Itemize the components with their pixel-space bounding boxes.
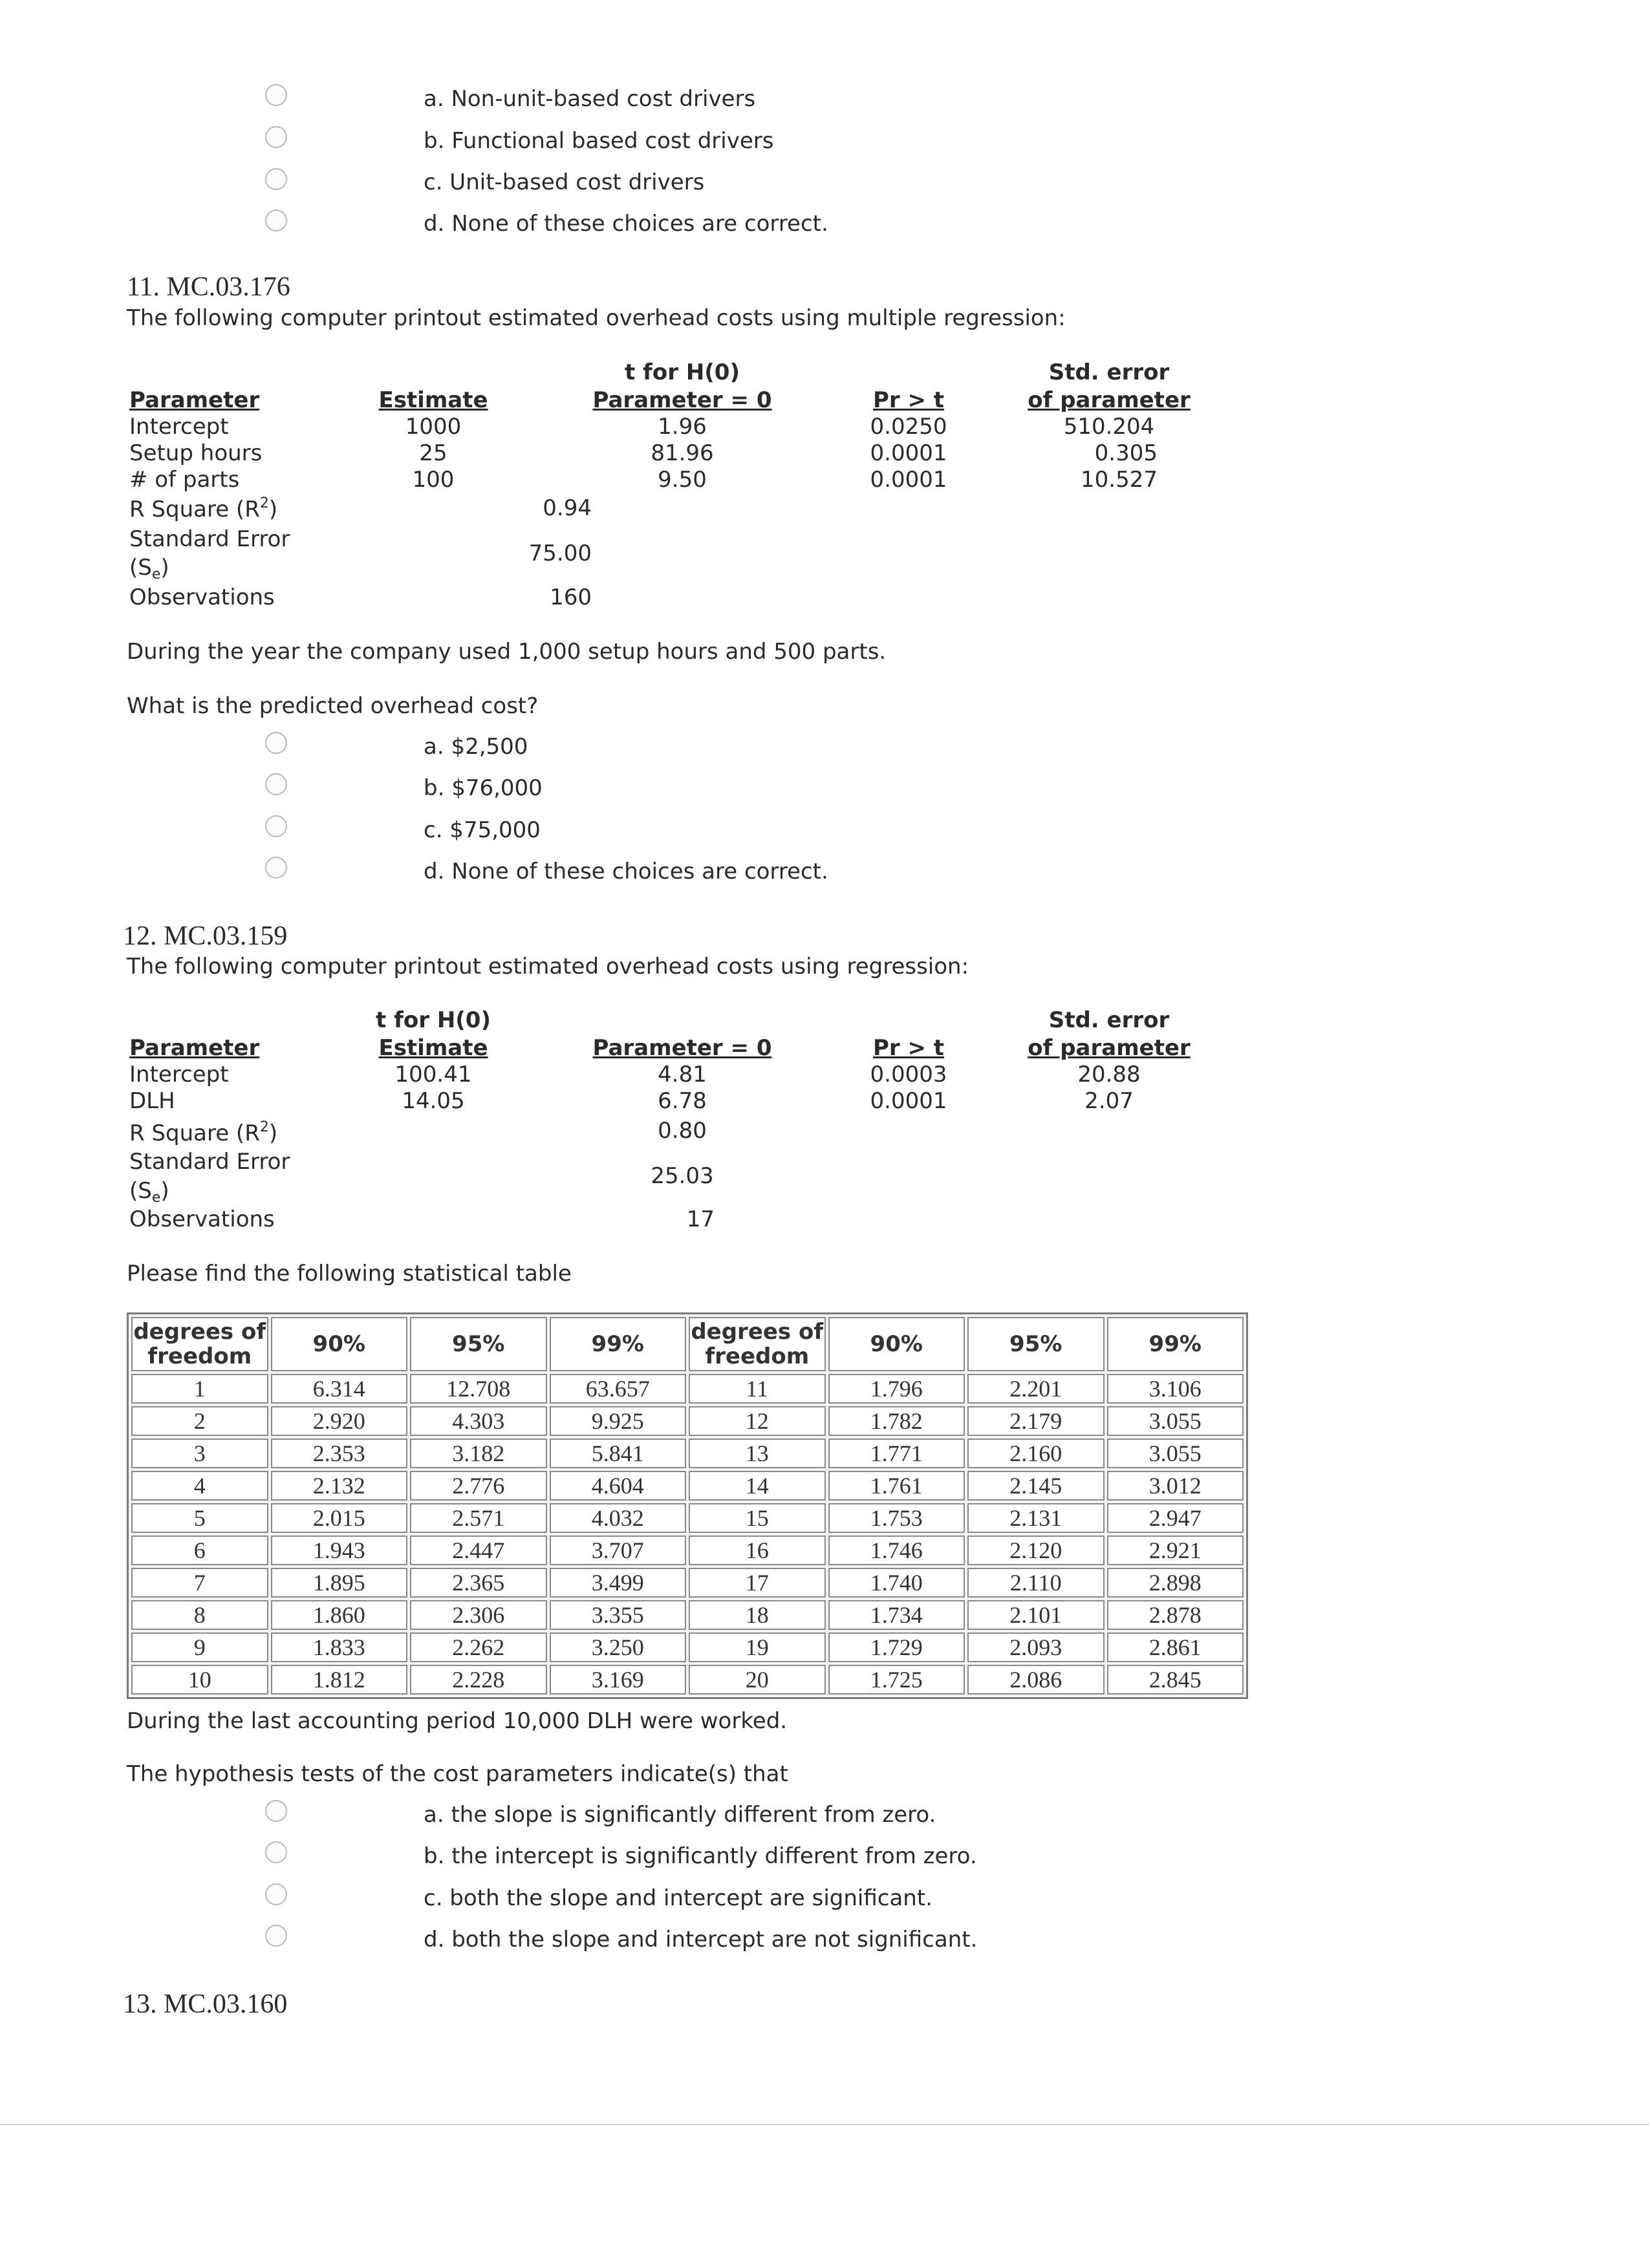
- q11-header-estimate: Estimate: [378, 387, 488, 413]
- q10-option-b-radio[interactable]: [265, 126, 287, 148]
- stat-table-cell: 2.571: [410, 1503, 547, 1533]
- q10-option-d-label: d. None of these choices are correct.: [424, 211, 828, 237]
- stat-table-cell: 4.032: [550, 1503, 687, 1533]
- stat-table-cell: 6: [131, 1535, 268, 1565]
- q12-option-b-radio[interactable]: [265, 1841, 287, 1863]
- q11-row-parts-estimate: 100: [412, 467, 455, 493]
- q11-question: What is the predicted overhead cost?: [127, 693, 539, 719]
- q12-row-intercept-std: 20.88: [1077, 1062, 1141, 1087]
- q11-obs-value: 160: [550, 584, 592, 610]
- q11-number: 11. MC.03.176: [127, 272, 290, 302]
- stat-table-row: [131, 1665, 1244, 1695]
- stat-table-cell: 3.355: [550, 1600, 687, 1630]
- q12-row-dlh-pr: 0.0001: [870, 1088, 947, 1114]
- stat-table-cell: 6.314: [271, 1374, 408, 1404]
- stat-table-cell: 13: [689, 1439, 826, 1468]
- stat-table-cell: 17: [689, 1568, 826, 1598]
- stat-header-90-2: 90%: [828, 1317, 965, 1371]
- q12-header-std-2: of parameter: [1028, 1035, 1191, 1061]
- q12-option-d-label: d. both the slope and intercept are not significant.: [424, 1927, 978, 1952]
- stat-table-cell: 1.729: [828, 1632, 965, 1662]
- q12-row-intercept-name: Intercept: [129, 1062, 229, 1087]
- stat-table-cell: 2.015: [271, 1503, 408, 1533]
- stat-table-cell: 3.707: [550, 1535, 687, 1565]
- stat-table-cell: 2.120: [967, 1535, 1105, 1565]
- q12-header-tfor: t for H(0): [375, 1007, 491, 1033]
- q11-header-pr: Pr > t: [872, 387, 945, 413]
- stat-table-cell: 2.228: [410, 1665, 547, 1695]
- q12-header-param0: Parameter = 0: [592, 1035, 772, 1061]
- q12-se-label-1: Standard Error: [129, 1149, 290, 1175]
- stat-table-cell: 1: [131, 1374, 268, 1404]
- stat-table-cell: 3.106: [1107, 1374, 1244, 1404]
- q11-row-intercept-estimate: 1000: [405, 414, 462, 440]
- q12-option-d-radio[interactable]: [265, 1925, 287, 1947]
- stat-table-cell: 19: [689, 1632, 826, 1662]
- q11-row-setup-t: 81.96: [651, 440, 714, 466]
- stat-table-cell: 2.447: [410, 1535, 547, 1565]
- q10-option-d-radio[interactable]: [265, 209, 287, 231]
- q12-question: The hypothesis tests of the cost parameters indicate(s) that: [127, 1761, 788, 1787]
- stat-table-cell: 1.753: [828, 1503, 965, 1533]
- stat-table-cell: 7: [131, 1568, 268, 1598]
- stat-table-cell: 1.895: [271, 1568, 408, 1598]
- stat-table-cell: 2.262: [410, 1632, 547, 1662]
- q12-se-label-2: $(S_e)$: [129, 1178, 169, 1206]
- q12-se-value: 25.03: [651, 1163, 714, 1189]
- stat-table-cell: 1.796: [828, 1374, 965, 1404]
- q11-header-tfor-2: Parameter = 0: [592, 387, 772, 413]
- q11-rsq-label: R Square $(R^2)$: [129, 495, 278, 522]
- stat-table-cell: 2.131: [967, 1503, 1105, 1533]
- q11-row-setup-std: 0.305: [1094, 440, 1158, 466]
- stat-table-cell: 2.093: [967, 1632, 1105, 1662]
- stat-table-row: [131, 1406, 1244, 1436]
- stat-table-cell: 3.499: [550, 1568, 687, 1598]
- q12-header-estimate: Estimate: [378, 1035, 488, 1061]
- stat-table-cell: 1.746: [828, 1535, 965, 1565]
- stat-header-95-2: 95%: [967, 1317, 1105, 1371]
- q13-number: 13. MC.03.160: [123, 1989, 288, 2019]
- q11-se-label-1: Standard Error: [129, 526, 290, 552]
- stat-table-cell: 10: [131, 1665, 268, 1695]
- stat-table-cell: 2.861: [1107, 1632, 1244, 1662]
- q12-option-c-radio[interactable]: [265, 1883, 287, 1905]
- page-bottom-divider: [0, 2124, 1649, 2125]
- stat-table-cell: 63.657: [550, 1374, 687, 1404]
- q10-option-b-label: b. Functional based cost drivers: [424, 128, 774, 154]
- q10-option-c-label: c. Unit-based cost drivers: [424, 169, 705, 195]
- q12-number: 12. MC.03.159: [123, 921, 288, 951]
- stat-table-cell: 1.761: [828, 1471, 965, 1501]
- stat-table-cell: 18: [689, 1600, 826, 1630]
- stat-header-99-2: 99%: [1107, 1317, 1244, 1371]
- stat-table-cell: 1.943: [271, 1535, 408, 1565]
- q12-obs-value: 17: [686, 1206, 715, 1232]
- stat-table-row: [131, 1374, 1244, 1404]
- q11-header-tfor-1: t for H(0): [624, 359, 740, 385]
- q11-option-c-radio[interactable]: [265, 815, 287, 837]
- q11-se-value: 75.00: [528, 540, 592, 566]
- q11-row-parts-pr: 0.0001: [870, 467, 947, 493]
- q11-header-std-1: Std. error: [1048, 359, 1170, 385]
- stat-table-cell: 3.055: [1107, 1406, 1244, 1436]
- stat-table-cell: 5: [131, 1503, 268, 1533]
- stat-table-cell: 1.725: [828, 1665, 965, 1695]
- q11-option-c-label: c. $75,000: [424, 817, 541, 843]
- q12-rsq-label: R Square $(R^2)$: [129, 1119, 278, 1146]
- q11-row-intercept-name: Intercept: [129, 414, 229, 440]
- stat-header-df-2: degrees of freedom: [689, 1317, 826, 1371]
- q11-row-intercept-t: 1.96: [658, 414, 707, 440]
- stat-table-cell: 2.845: [1107, 1665, 1244, 1695]
- stat-table-cell: 2.110: [967, 1568, 1105, 1598]
- stat-table-cell: 2.145: [967, 1471, 1105, 1501]
- q11-option-a-label: a. $2,500: [424, 734, 528, 760]
- q10-option-c-radio[interactable]: [265, 168, 287, 190]
- q12-row-dlh-estimate: 14.05: [402, 1088, 465, 1114]
- stat-table-row: [131, 1503, 1244, 1533]
- q11-rsq-value: 0.94: [543, 495, 592, 521]
- stat-table-cell: 1.812: [271, 1665, 408, 1695]
- stat-header-df-1: degrees of freedom: [131, 1317, 268, 1371]
- stat-header-99-1: 99%: [550, 1317, 687, 1371]
- q12-row-dlh-t: 6.78: [658, 1088, 707, 1114]
- stat-table-cell: 12: [689, 1406, 826, 1436]
- stat-table-cell: 1.740: [828, 1568, 965, 1598]
- q11-row-intercept-pr: 0.0250: [870, 414, 947, 440]
- q12-row-dlh-std: 2.07: [1084, 1088, 1134, 1114]
- q10-option-a-label: a. Non-unit-based cost drivers: [424, 86, 756, 112]
- q12-header-std-1: Std. error: [1048, 1007, 1170, 1033]
- stat-table-cell: 2.179: [967, 1406, 1105, 1436]
- q11-row-setup-estimate: 25: [419, 440, 447, 466]
- q12-row-intercept-pr: 0.0003: [870, 1062, 947, 1087]
- stat-table-cell: 9.925: [550, 1406, 687, 1436]
- q12-rsq-value: 0.80: [658, 1118, 707, 1144]
- q12-row-intercept-estimate: 100.41: [394, 1062, 472, 1087]
- stat-table-cell: 1.833: [271, 1632, 408, 1662]
- stat-table-cell: 5.841: [550, 1439, 687, 1468]
- stat-table-cell: 2.365: [410, 1568, 547, 1598]
- q12-option-c-label: c. both the slope and intercept are significant.: [424, 1885, 932, 1911]
- stat-table-row: [131, 1439, 1244, 1468]
- stat-table-header-row: [131, 1317, 1244, 1371]
- stat-table-cell: 11: [689, 1374, 826, 1404]
- q11-context: During the year the company used 1,000 setup hours and 500 parts.: [127, 639, 887, 665]
- t-distribution-table: [127, 1312, 1248, 1699]
- stat-table-cell: 2.132: [271, 1471, 408, 1501]
- q11-option-a-radio[interactable]: [265, 732, 287, 754]
- q12-option-a-radio[interactable]: [265, 1800, 287, 1822]
- stat-table-cell: 2.898: [1107, 1568, 1244, 1598]
- stat-table-cell: 9: [131, 1632, 268, 1662]
- q11-row-setup-name: Setup hours: [129, 440, 263, 466]
- q11-header-std-2: of parameter: [1028, 387, 1191, 413]
- stat-table-cell: 1.771: [828, 1439, 965, 1468]
- stat-table-cell: 3.169: [550, 1665, 687, 1695]
- stat-table-cell: 3.182: [410, 1439, 547, 1468]
- q11-option-d-radio[interactable]: [265, 857, 287, 879]
- stat-table-row: [131, 1600, 1244, 1630]
- q11-obs-label: Observations: [129, 584, 275, 610]
- stat-table-cell: 2.947: [1107, 1503, 1244, 1533]
- stat-table-cell: 2.160: [967, 1439, 1105, 1468]
- stat-table-cell: 1.782: [828, 1406, 965, 1436]
- stat-table-cell: 3.055: [1107, 1439, 1244, 1468]
- q11-header-parameter: Parameter: [129, 387, 260, 413]
- stat-table-row: [131, 1471, 1244, 1501]
- stat-header-95-1: 95%: [410, 1317, 547, 1371]
- q11-row-setup-pr: 0.0001: [870, 440, 947, 466]
- stat-table-row: [131, 1632, 1244, 1662]
- stat-table-cell: 2.776: [410, 1471, 547, 1501]
- q12-row-dlh-name: DLH: [129, 1088, 175, 1114]
- stat-table-cell: 4.303: [410, 1406, 547, 1436]
- stat-table-cell: 2.306: [410, 1600, 547, 1630]
- q12-row-intercept-t: 4.81: [658, 1062, 707, 1087]
- q11-option-b-label: b. $76,000: [424, 775, 543, 801]
- stat-table-cell: 3: [131, 1439, 268, 1468]
- stat-table-cell: 3.250: [550, 1632, 687, 1662]
- stat-table-cell: 2.353: [271, 1439, 408, 1468]
- stat-table-row: [131, 1568, 1244, 1598]
- stat-table-row: [131, 1535, 1244, 1565]
- q12-prompt: The following computer printout estimated overhead costs using regression:: [127, 954, 969, 979]
- q12-obs-label: Observations: [129, 1206, 275, 1232]
- stat-table-cell: 2.086: [967, 1665, 1105, 1695]
- stat-header-90-1: 90%: [271, 1317, 408, 1371]
- q11-row-parts-t: 9.50: [658, 467, 707, 493]
- stat-table-cell: 4: [131, 1471, 268, 1501]
- stat-table-cell: 3.012: [1107, 1471, 1244, 1501]
- stat-table-cell: 2.101: [967, 1600, 1105, 1630]
- q12-context: During the last accounting period 10,000 DLH were worked.: [127, 1708, 788, 1734]
- q12-header-parameter: Parameter: [129, 1035, 260, 1061]
- stat-table-cell: 2: [131, 1406, 268, 1436]
- q11-se-label-2: $(S_e)$: [129, 555, 169, 583]
- stat-table-cell: 1.734: [828, 1600, 965, 1630]
- q11-prompt: The following computer printout estimated overhead costs using multiple regression:: [127, 305, 1066, 331]
- stat-table-cell: 4.604: [550, 1471, 687, 1501]
- stat-table-cell: 20: [689, 1665, 826, 1695]
- stat-table-cell: 2.920: [271, 1406, 408, 1436]
- stat-table-cell: 12.708: [410, 1374, 547, 1404]
- q12-table-intro: Please find the following statistical table: [127, 1261, 572, 1287]
- stat-table-body: [131, 1374, 1244, 1695]
- q11-option-b-radio[interactable]: [265, 773, 287, 795]
- stat-table-cell: 14: [689, 1471, 826, 1501]
- q12-option-a-label: a. the slope is significantly different from zero.: [424, 1802, 936, 1828]
- stat-table-cell: 16: [689, 1535, 826, 1565]
- q11-option-d-label: d. None of these choices are correct.: [424, 859, 828, 884]
- q11-row-parts-name: # of parts: [129, 467, 240, 493]
- stat-table-cell: 8: [131, 1600, 268, 1630]
- stat-table-cell: 15: [689, 1503, 826, 1533]
- stat-table-cell: 1.860: [271, 1600, 408, 1630]
- stat-table-cell: 2.201: [967, 1374, 1105, 1404]
- q11-row-intercept-std: 510.204: [1063, 414, 1155, 440]
- q12-header-pr: Pr > t: [872, 1035, 945, 1061]
- q11-row-parts-std: 10.527: [1081, 467, 1158, 493]
- stat-table-cell: 2.878: [1107, 1600, 1244, 1630]
- stat-table-cell: 2.921: [1107, 1535, 1244, 1565]
- q10-option-a-radio[interactable]: [265, 84, 287, 106]
- q12-option-b-label: b. the intercept is significantly different from zero.: [424, 1843, 977, 1869]
